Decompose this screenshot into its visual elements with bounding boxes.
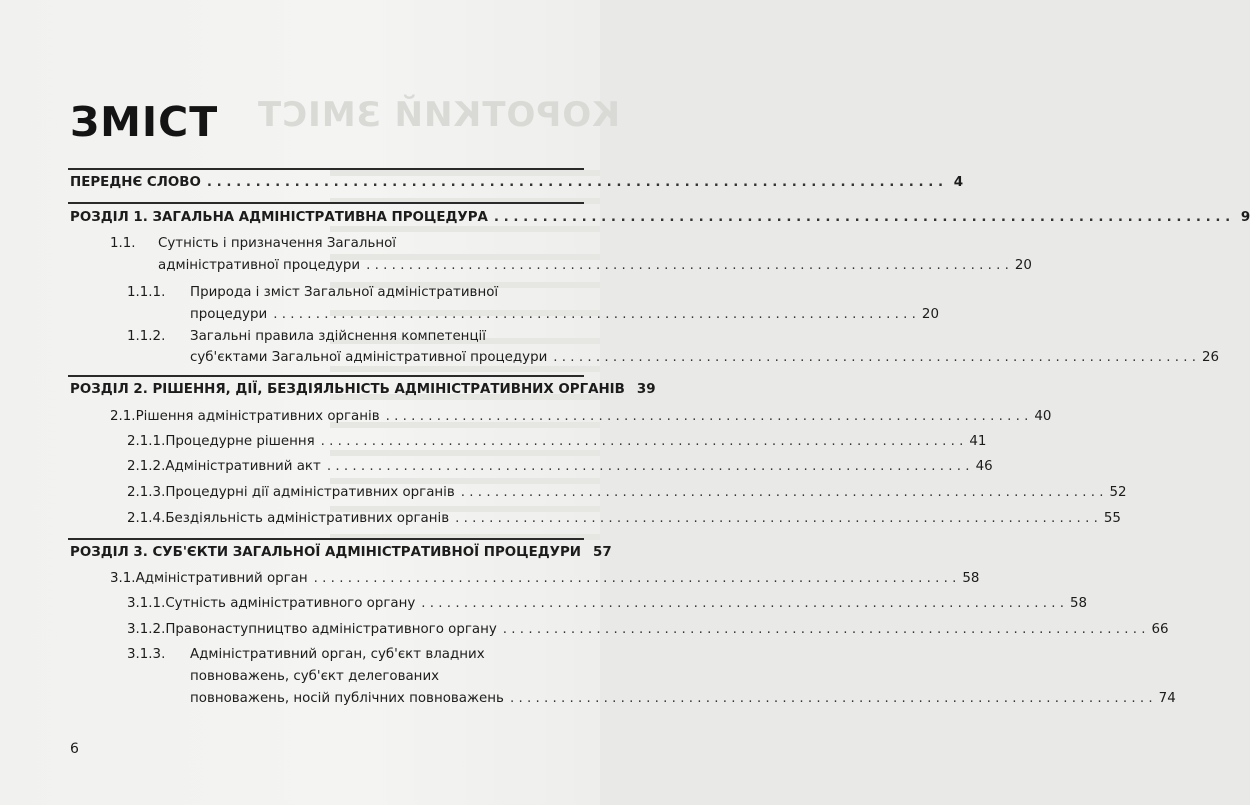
entry-title: Природа і зміст Загальної адміністративної bbox=[190, 285, 499, 300]
entry-title: ПЕРЕДНЄ СЛОВО bbox=[70, 175, 201, 190]
toc-entry-1-1-line2[interactable] bbox=[158, 255, 1032, 277]
page-folio-number: 6 bbox=[70, 741, 79, 757]
leader-dots bbox=[553, 347, 1196, 369]
entry-title: Адміністративний орган bbox=[135, 571, 308, 586]
section-number: 2.1.3. bbox=[127, 485, 166, 500]
page-number: 46 bbox=[975, 459, 993, 474]
leader-dots bbox=[510, 688, 1153, 710]
separator bbox=[68, 538, 584, 540]
toc-entry-chapter-3[interactable] bbox=[70, 542, 612, 564]
toc-entry-3-1-2[interactable] bbox=[127, 619, 1169, 641]
entry-title: Правонаступництво адміністративного органу bbox=[165, 622, 497, 637]
leader-dots bbox=[207, 172, 943, 194]
entry-title: Процедурне рішення bbox=[165, 434, 315, 449]
leader-dots bbox=[321, 431, 964, 453]
page-number: 74 bbox=[1158, 691, 1176, 706]
page-number: 4 bbox=[953, 175, 964, 190]
page-number: 20 bbox=[921, 307, 939, 322]
entry-title-continued: адміністративної процедури bbox=[158, 258, 361, 273]
toc-entry-3-1-3-line3[interactable] bbox=[190, 688, 1176, 710]
entry-title: Адміністративний акт bbox=[165, 459, 321, 474]
page-number: 58 bbox=[1070, 596, 1088, 611]
leader-dots bbox=[386, 406, 1029, 428]
entry-title-continued: суб'єктами Загальної адміністративної процедури bbox=[190, 350, 548, 365]
entry-title: Сутність адміністративного органу bbox=[165, 596, 416, 611]
toc-entry-foreword[interactable] bbox=[70, 172, 964, 194]
toc-entry-3-1-3-line1[interactable] bbox=[190, 644, 584, 666]
page-number: 39 bbox=[636, 382, 656, 397]
entry-title: Сутність і призначення Загальної bbox=[158, 236, 396, 251]
entry-title: РОЗДІЛ 1. ЗАГАЛЬНА АДМІНІСТРАТИВНА ПРОЦЕДУРА bbox=[70, 210, 488, 225]
toc-entry-2-1-2[interactable] bbox=[127, 456, 993, 478]
section-number: 3.1.3. bbox=[127, 647, 166, 662]
section-number: 1.1.2. bbox=[127, 329, 166, 344]
show-through-title: КОРОТКИЙ ЗМІСТ bbox=[256, 95, 620, 135]
toc-entry-chapter-2[interactable] bbox=[70, 379, 656, 401]
leader-dots bbox=[366, 255, 1009, 277]
leader-dots bbox=[503, 619, 1146, 641]
page-number: 52 bbox=[1109, 485, 1127, 500]
toc-entry-3-1[interactable] bbox=[110, 568, 980, 590]
entry-title: Загальні правила здійснення компетенції bbox=[190, 329, 486, 344]
page-title: ЗМІСТ bbox=[70, 98, 219, 146]
leader-dots bbox=[314, 568, 957, 590]
toc-entry-2-1-1[interactable] bbox=[127, 431, 987, 453]
entry-title: Рішення адміністративних органів bbox=[135, 409, 380, 424]
entry-title: РОЗДІЛ 2. РІШЕННЯ, ДІЇ, БЕЗДІЯЛЬНІСТЬ АДМІНІСТРАТИВНИХ ОРГАНІВ bbox=[70, 382, 625, 397]
toc-entry-1-1-1-line2[interactable] bbox=[190, 304, 939, 326]
section-number: 2.1.1. bbox=[127, 434, 166, 449]
entry-title: Процедурні дії адміністративних органів bbox=[165, 485, 455, 500]
separator bbox=[68, 202, 584, 204]
toc-entry-1-1-2-line1[interactable] bbox=[190, 326, 584, 348]
page-number: 9 bbox=[1240, 210, 1250, 225]
toc-entry-1-1-line1[interactable] bbox=[158, 233, 584, 255]
section-number: 2.1.2. bbox=[127, 459, 166, 474]
section-number: 2.1.4. bbox=[127, 511, 166, 526]
page-number: 57 bbox=[593, 545, 612, 560]
separator bbox=[68, 375, 584, 377]
toc-entry-1-1-1[interactable] bbox=[127, 282, 165, 304]
leader-dots bbox=[494, 207, 1230, 229]
page-number: 41 bbox=[969, 434, 987, 449]
toc-entry-chapter-1[interactable] bbox=[70, 207, 1250, 229]
section-number: 1.1. bbox=[110, 236, 136, 251]
entry-title: Бездіяльність адміністративних органів bbox=[165, 511, 450, 526]
toc-entry-3-1-3[interactable] bbox=[127, 644, 165, 666]
page-number: 20 bbox=[1014, 258, 1032, 273]
entry-title: Адміністративний орган, суб'єкт владних bbox=[190, 647, 485, 662]
leader-dots bbox=[421, 593, 1064, 615]
entry-title-continued: процедури bbox=[190, 307, 268, 322]
entry-title-continued: повноважень, носій публічних повноважень bbox=[190, 691, 504, 706]
toc-entry-2-1-3[interactable] bbox=[127, 482, 1127, 504]
section-number: 3.1.2. bbox=[127, 622, 166, 637]
toc-entry-3-1-3-line2[interactable] bbox=[190, 666, 584, 688]
separator bbox=[68, 168, 584, 170]
section-number: 2.1. bbox=[110, 409, 136, 424]
section-number: 3.1.1. bbox=[127, 596, 166, 611]
section-number: 3.1. bbox=[110, 571, 136, 586]
page-number: 40 bbox=[1034, 409, 1052, 424]
section-number: 1.1.1. bbox=[127, 285, 166, 300]
page-number: 26 bbox=[1202, 350, 1220, 365]
leader-dots bbox=[461, 482, 1104, 504]
toc-entry-3-1-1[interactable] bbox=[127, 593, 1088, 615]
page-number: 66 bbox=[1151, 622, 1169, 637]
entry-title: РОЗДІЛ 3. СУБ'ЄКТИ ЗАГАЛЬНОЇ АДМІНІСТРАТИВНОЇ ПРОЦЕДУРИ bbox=[70, 545, 581, 560]
toc-entry-1-1-1-line1[interactable] bbox=[190, 282, 584, 304]
page-number: 55 bbox=[1103, 511, 1121, 526]
toc-entry-2-1[interactable] bbox=[110, 406, 1052, 428]
toc-entry-1-1-2[interactable] bbox=[127, 326, 165, 348]
entry-title-continued: повноважень, суб'єкт делегованих bbox=[190, 669, 440, 684]
toc-entry-1-1-2-line2[interactable] bbox=[190, 347, 1220, 369]
leader-dots bbox=[455, 508, 1098, 530]
page-number: 58 bbox=[962, 571, 980, 586]
leader-dots bbox=[327, 456, 970, 478]
toc-entry-2-1-4[interactable] bbox=[127, 508, 1121, 530]
leader-dots bbox=[273, 304, 916, 326]
